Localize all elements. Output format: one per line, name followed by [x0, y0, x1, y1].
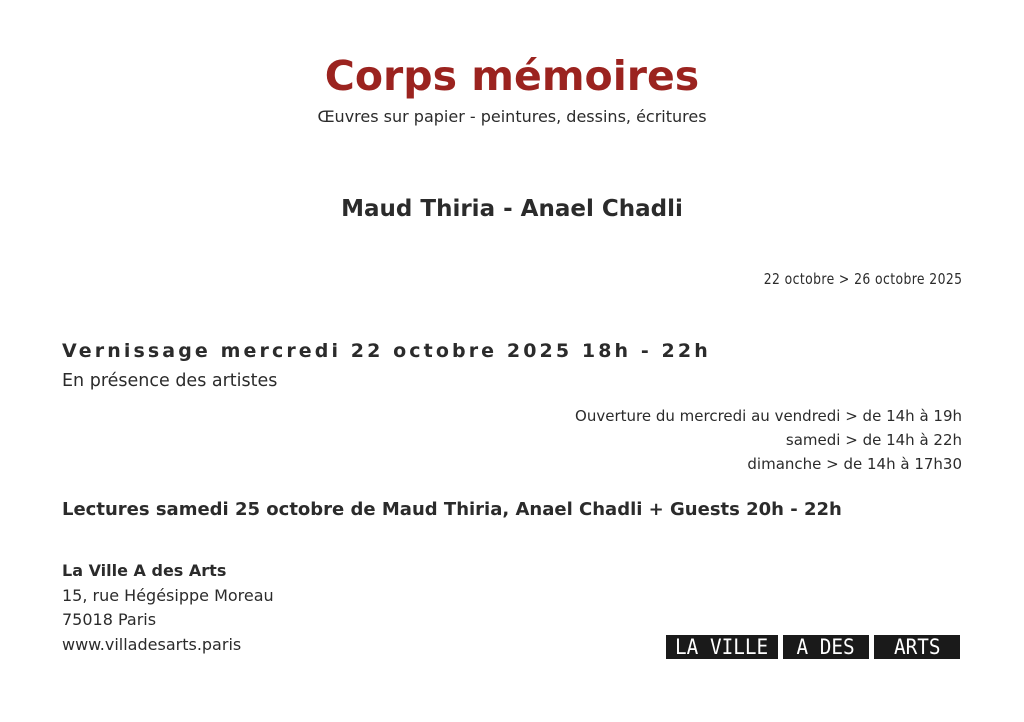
vernissage-note: En présence des artistes [62, 371, 278, 391]
logo-part-a-des: A DES [783, 635, 869, 659]
vernissage-heading: Vernissage mercredi 22 octobre 2025 18h - 22h [62, 340, 711, 362]
hours-sunday: dimanche > de 14h à 17h30 [747, 455, 962, 473]
artists-names: Maud Thiria - Anael Chadli [341, 196, 683, 222]
venue-website[interactable]: www.villadesarts.paris [62, 634, 242, 654]
logo-part-arts: ARTS [874, 635, 960, 659]
exhibition-title: Corps mémoires [324, 52, 700, 100]
logo-part-la-ville: LA VILLE [666, 635, 778, 659]
lectures-line: Lectures samedi 25 octobre de Maud Thiria, Anael Chadli + Guests 20h - 22h [62, 499, 842, 520]
venue-address [62, 559, 274, 657]
venue-name: La Ville A des Arts [62, 561, 227, 580]
la-ville-a-des-arts-logo [666, 635, 960, 659]
hours-saturday: samedi > de 14h à 22h [785, 431, 962, 449]
exhibition-subtitle: Œuvres sur papier - peintures, dessins, écritures [317, 107, 707, 126]
exhibition-dates: 22 octobre > 26 octobre 2025 [763, 270, 962, 288]
venue-city: 75018 Paris [62, 610, 157, 629]
venue-street: 15, rue Hégésippe Moreau [62, 585, 274, 605]
hours-weekdays: Ouverture du mercredi au vendredi > de 14h à 19h [575, 407, 962, 425]
opening-hours [575, 404, 962, 476]
